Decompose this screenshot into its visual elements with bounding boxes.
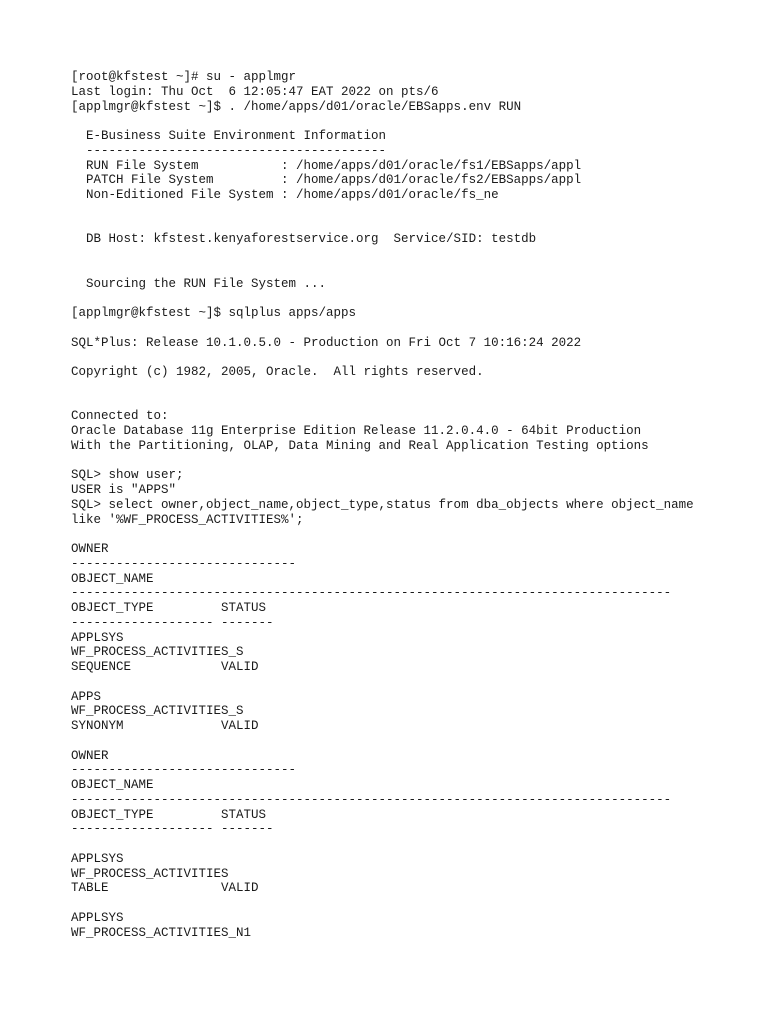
text-line: OWNER (71, 542, 109, 556)
text-line: ------------------- ------- (71, 822, 274, 837)
text-line: SQL*Plus: Release 10.1.0.5.0 - Production on Fri Oct 7 10:16:24 2022 (71, 335, 582, 350)
blank-line (71, 218, 751, 233)
text-line: OBJECT_TYPE STATUS (71, 807, 267, 822)
text-line: -------------------------------------------------------------------------------- (71, 586, 672, 601)
text-line: -------------------------------------------------------------------------------- (71, 792, 672, 807)
text-line: With the Partitioning, OLAP, Data Mining and Real Application Testing options (71, 438, 649, 453)
text-line: APPS (71, 689, 102, 704)
text-line: SQL> select owner,object_name,object_type,status from dba_objects where object_name (71, 497, 694, 512)
text-line: TABLE VALID (71, 881, 259, 896)
text-line: WF_PROCESS_ACTIVITIES_N1 (71, 925, 252, 940)
text-line: [root@kfstest ~]# su - applmgr (71, 70, 297, 84)
text-line: [applmgr@kfstest ~]$ sqlplus apps/apps (71, 306, 357, 320)
text-line: ---------------------------------------- (71, 143, 387, 158)
text-line: Last login: Thu Oct 6 12:05:47 EAT 2022 on pts/6 (71, 84, 439, 99)
blank-line (71, 675, 751, 690)
blank-line (71, 291, 751, 306)
text-line: ------------------- ------- (71, 615, 274, 630)
text-line: USER is "APPS" (71, 483, 177, 497)
text-line: APPLSYS (71, 851, 124, 866)
blank-line (71, 203, 751, 218)
blank-line (71, 896, 751, 911)
text-line: Non-Editioned File System : /home/apps/d01/oracle/fs_ne (71, 188, 499, 202)
blank-line (71, 527, 751, 542)
text-line: WF_PROCESS_ACTIVITIES_S (71, 704, 244, 719)
blank-line (71, 247, 751, 262)
blank-line (71, 114, 751, 129)
text-line: ------------------------------ (71, 763, 297, 778)
text-line: PATCH File System : /home/apps/d01/oracle/fs2/EBSapps/appl (71, 173, 582, 188)
text-line: OBJECT_NAME (71, 571, 154, 586)
text-line: SQL> show user; (71, 468, 184, 483)
text-line: E-Business Suite Environment Information (71, 129, 387, 143)
blank-line (71, 454, 751, 469)
terminal-transcript (71, 70, 751, 940)
text-line: OWNER (71, 748, 109, 763)
text-line: Oracle Database 11g Enterprise Edition Release 11.2.0.4.0 - 64bit Production (71, 424, 642, 438)
text-line: ------------------------------ (71, 556, 297, 571)
text-line: Connected to: (71, 409, 169, 424)
blank-line (71, 350, 751, 365)
text-line: OBJECT_TYPE STATUS (71, 601, 267, 615)
text-line: like '%WF_PROCESS_ACTIVITIES%'; (71, 512, 304, 527)
text-line: RUN File System : /home/apps/d01/oracle/fs1/EBSapps/appl (71, 158, 582, 173)
text-line: SEQUENCE VALID (71, 660, 259, 674)
text-line: OBJECT_NAME (71, 778, 154, 792)
text-line: Copyright (c) 1982, 2005, Oracle. All rights reserved. (71, 365, 484, 379)
blank-line (71, 395, 751, 410)
text-line: WF_PROCESS_ACTIVITIES_S (71, 645, 244, 660)
blank-line (71, 380, 751, 395)
text-line: DB Host: kfstest.kenyaforestservice.org Service/SID: testdb (71, 232, 537, 247)
text-line: SYNONYM VALID (71, 719, 259, 733)
text-line: [applmgr@kfstest ~]$ . /home/apps/d01/oracle/EBSapps.env RUN (71, 99, 522, 114)
blank-line (71, 262, 751, 277)
blank-line (71, 734, 751, 749)
text-line: APPLSYS (71, 910, 124, 925)
text-line: APPLSYS (71, 630, 124, 645)
text-line: Sourcing the RUN File System ... (71, 276, 327, 291)
blank-line (71, 321, 751, 336)
blank-line (71, 837, 751, 852)
text-line: WF_PROCESS_ACTIVITIES (71, 866, 229, 881)
